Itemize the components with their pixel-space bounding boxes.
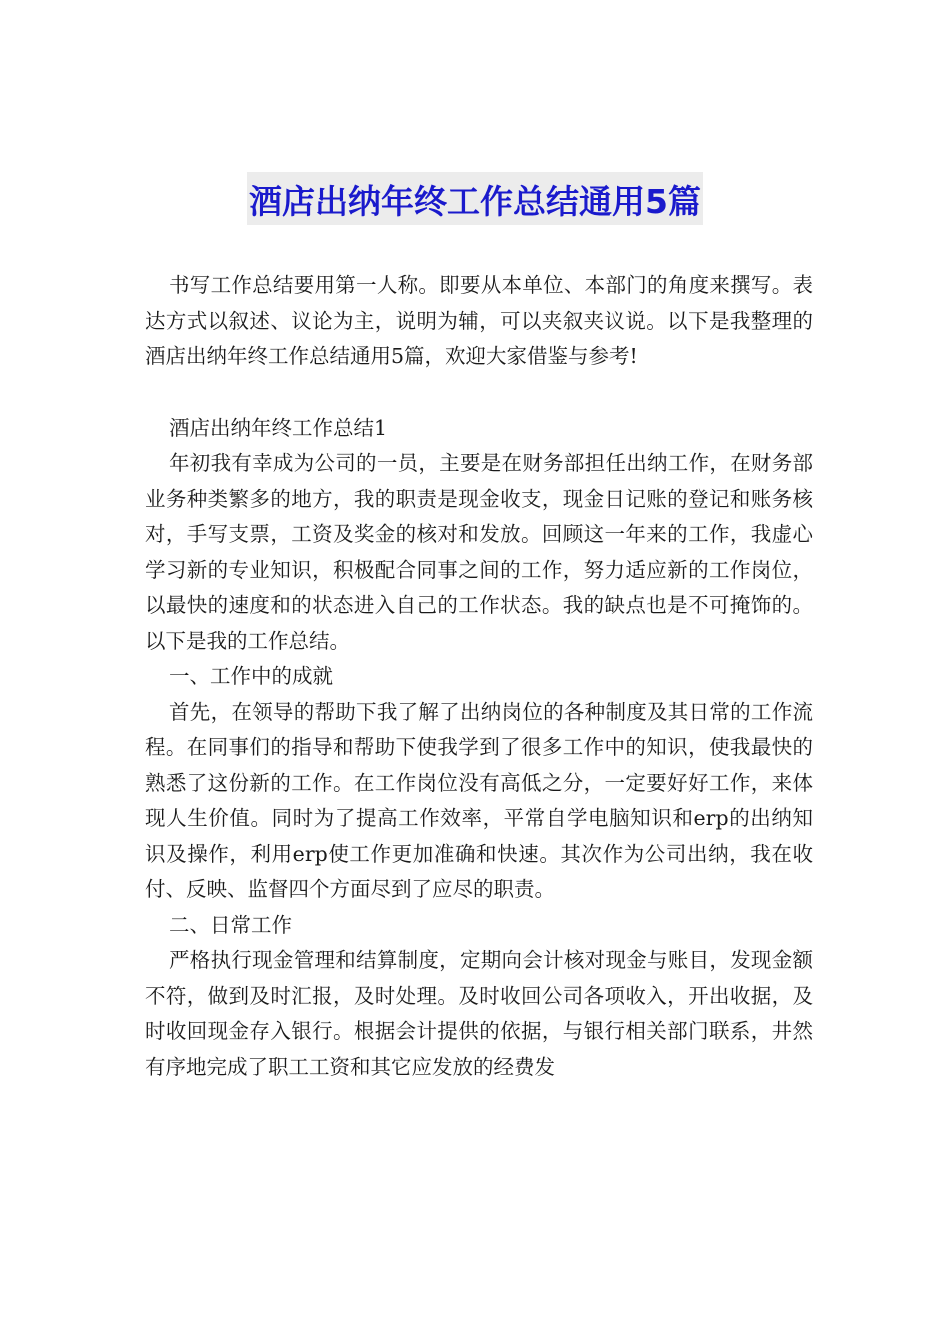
section-heading-summary-1: 酒店出纳年终工作总结1 <box>169 415 388 440</box>
body-paragraph: 首先，在领导的帮助下我了解了出纳岗位的各种制度及其日常的工作流程。在同事们的指导和帮助下使我学到了很多工作中的知识，使我最快的熟悉了这份新的工作。在工作岗位没有高低之分，一定要好好工作，来体现人生价值。同时为了提高工作效率，平常自学电脑知识和erp的出纳知识及操作，利用erp使工作更加准确和快速。其次作为公司出纳，我在收付、反映、监督四个方面尽到了应尽的职责。 <box>145 699 813 901</box>
subheading-daily-work: 二、日常工作 <box>169 912 292 937</box>
document-title: 酒店出纳年终工作总结通用5篇 <box>247 172 703 225</box>
document-body <box>145 268 813 1085</box>
body-paragraph: 年初我有幸成为公司的一员，主要是在财务部担任出纳工作，在财务部业务种类繁多的地方，我的职责是现金收支，现金日记账的登记和账务核对，手写支票，工资及奖金的核对和发放。回顾这一年来的工作，我虚心学习新的专业知识，积极配合同事之间的工作，努力适应新的工作岗位，以最快的速度和的状态进入自己的工作状态。我的缺点也是不可掩饰的。以下是我的工作总结。 <box>145 451 813 653</box>
title-container <box>0 172 950 225</box>
body-paragraph: 严格执行现金管理和结算制度，定期向会计核对现金与账目，发现金额不符，做到及时汇报，及时处理。及时收回公司各项收入，开出收据，及时收回现金存入银行。根据会计提供的依据，与银行相关部门联系，井然有序地完成了职工工资和其它应发放的经费发 <box>145 948 813 1079</box>
subheading-achievements: 一、工作中的成就 <box>169 664 333 688</box>
intro-paragraph: 书写工作总结要用第一人称。即要从本单位、本部门的角度来撰写。表达方式以叙述、议论为主，说明为辅，可以夹叙夹议说。以下是我整理的酒店出纳年终工作总结通用5篇，欢迎大家借鉴与参考! <box>145 273 813 368</box>
